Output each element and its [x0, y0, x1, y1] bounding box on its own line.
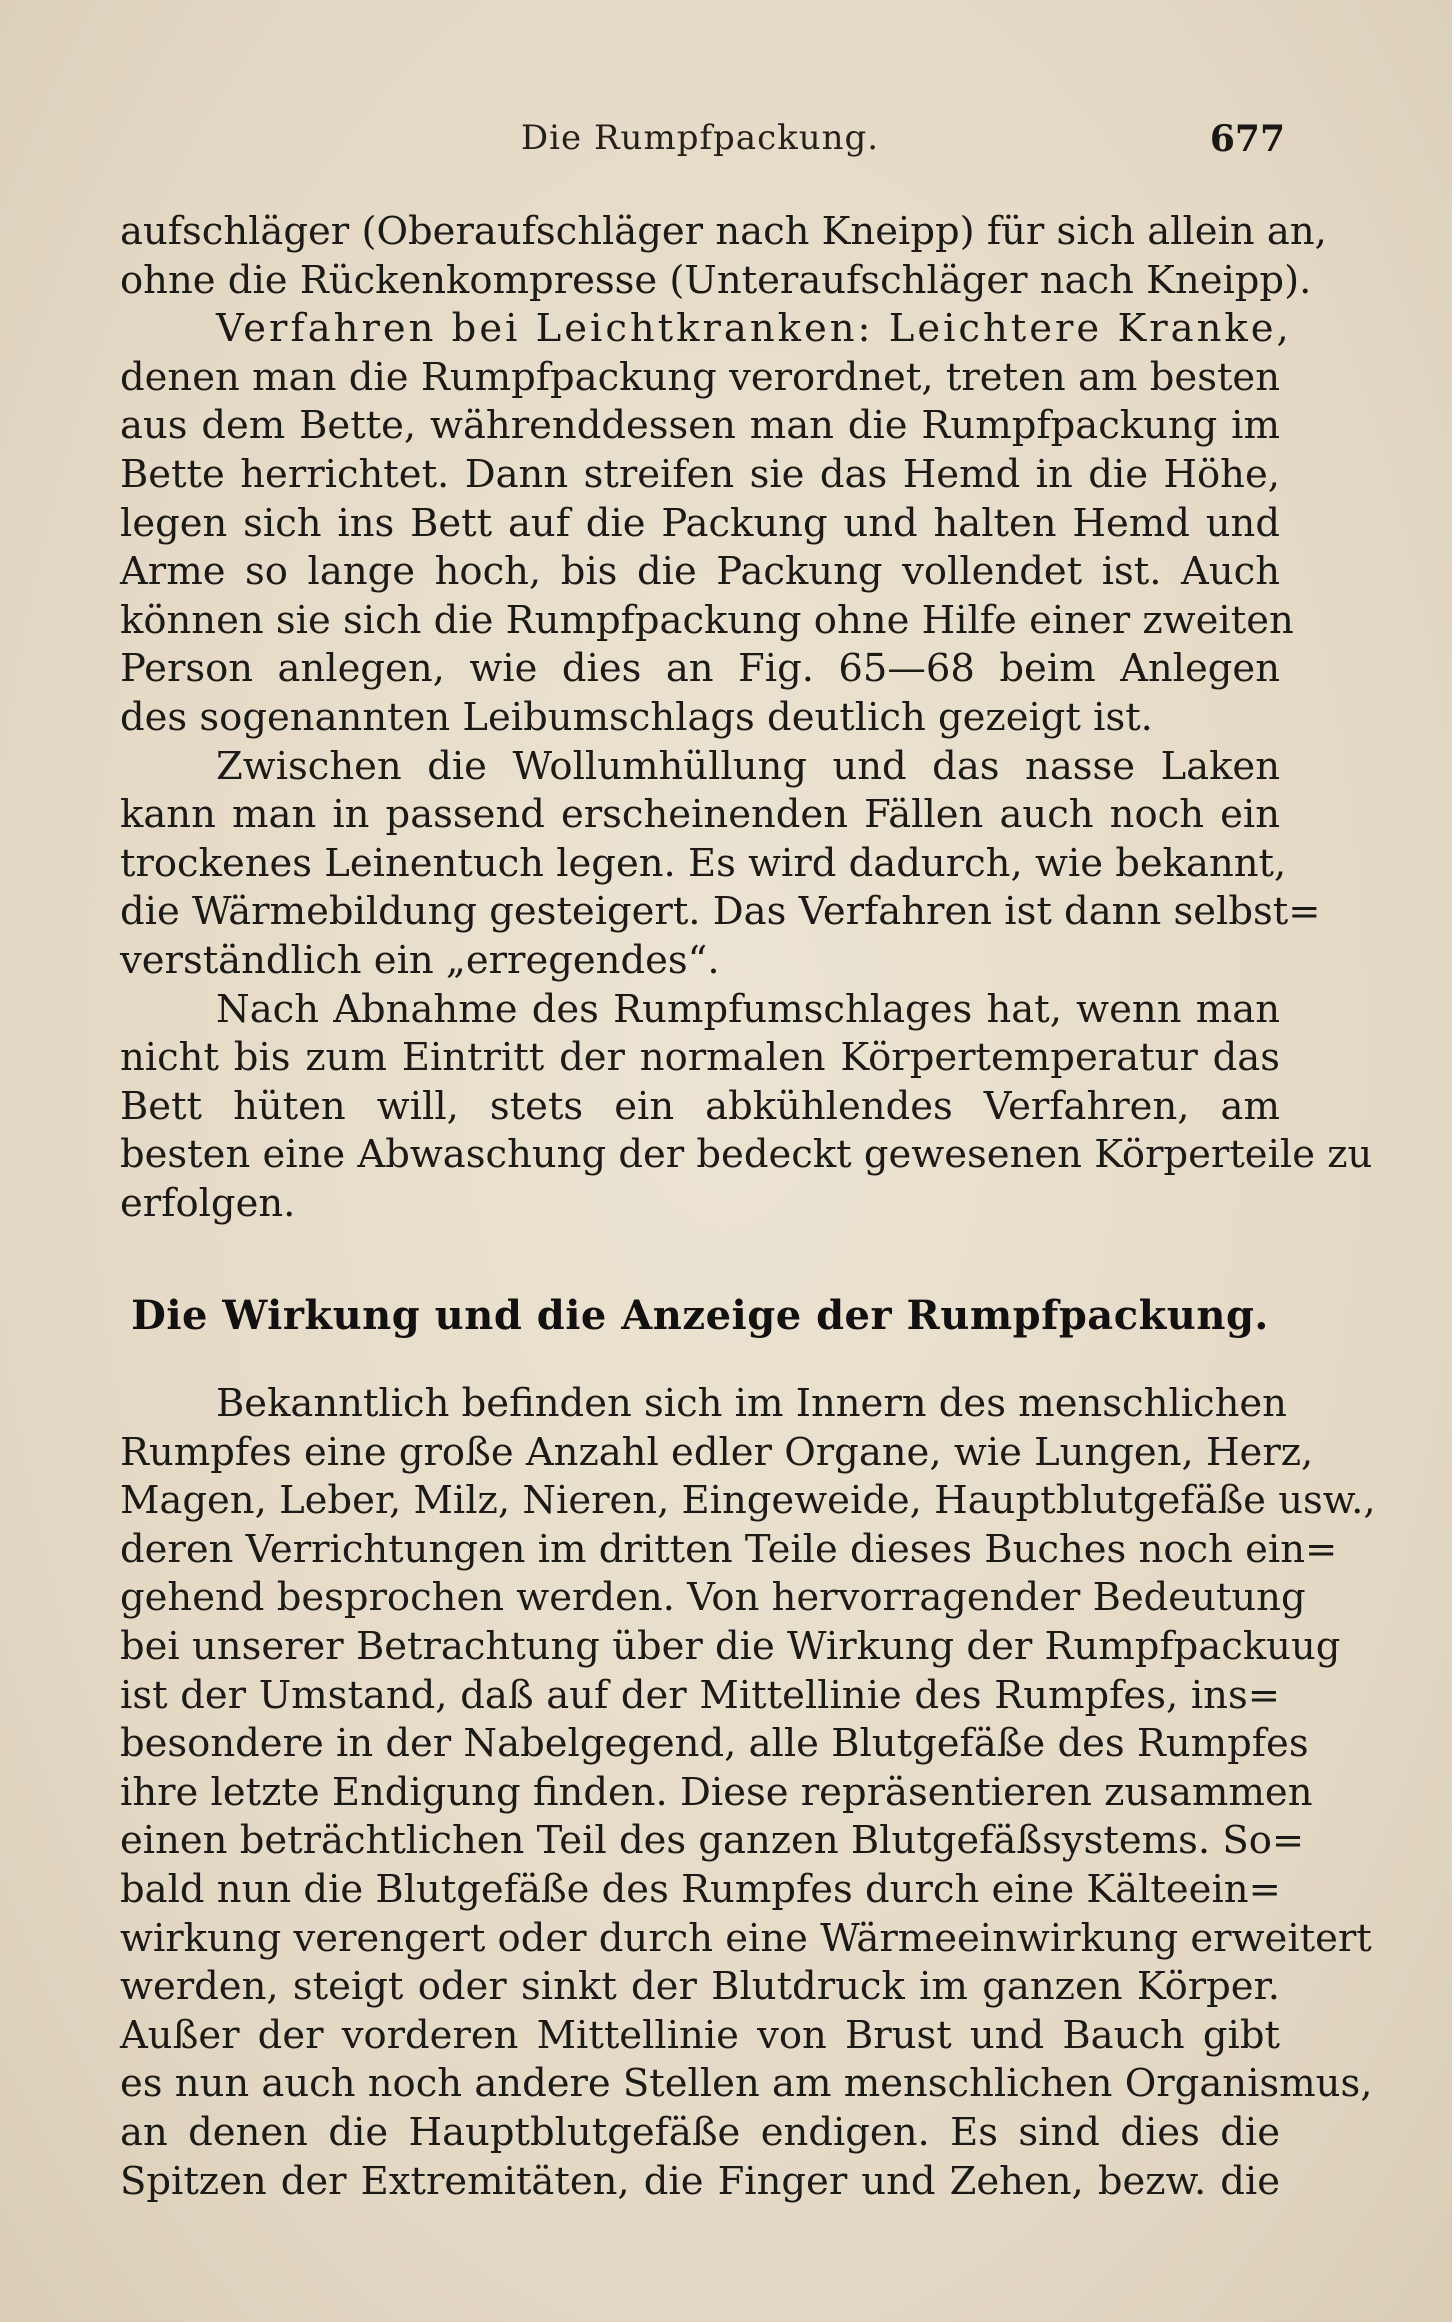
text-line: des sogenannten Leibumschlags deutlich gezeigt ist.: [120, 694, 1153, 740]
text-line: gehend besprochen werden. Von hervorragender Bedeutung: [120, 1575, 1306, 1621]
text-line: werden, steigt oder sinkt der Blutdruck im ganzen Körper.: [120, 1964, 1280, 2010]
text-line: Bett hüten will, stets ein abkühlendes Verfahren, am: [120, 1083, 1280, 1129]
text-line: erfolgen.: [120, 1180, 296, 1226]
text-line: kann man in passend erscheinenden Fällen auch noch ein: [120, 792, 1280, 838]
text-line: bei unserer Betrachtung über die Wirkung der Rumpfpackuug: [120, 1623, 1341, 1669]
text-line: einen beträchtlichen Teil des ganzen Blutgefäßsystems. So=: [120, 1818, 1305, 1864]
text-line: Nach Abnahme des Rumpfumschlages hat, wenn man: [216, 986, 1280, 1032]
paragraph-block-1: [120, 208, 1373, 1228]
text-line: Arme so lange hoch, bis die Packung vollendet ist. Auch: [120, 549, 1280, 595]
text-line: verständlich ein „erregendes“.: [120, 937, 720, 983]
text-line: nicht bis zum Eintritt der normalen Körpertemperatur das: [120, 1035, 1280, 1081]
text-line: an denen die Hauptblutgefäße endigen. Es sind dies die: [120, 2109, 1280, 2155]
section-heading: Die Wirkung und die Anzeige der Rumpfpackung.: [131, 1292, 1269, 1339]
text-line: Bette herrichtet. Dann streifen sie das Hemd in die Höhe,: [120, 451, 1280, 497]
text-line: wirkung verengert oder durch eine Wärmeeinwirkung erweitert: [120, 1915, 1372, 1961]
text-line: besten eine Abwaschung der bedeckt gewesenen Körperteile zu: [120, 1132, 1373, 1178]
text-line: Bekanntlich befinden sich im Innern des menschlichen: [216, 1381, 1287, 1426]
text-line: Zwischen die Wollumhüllung und das nasse Laken: [216, 743, 1280, 789]
text-line: Person anlegen, wie dies an Fig. 65—68 beim Anlegen: [120, 646, 1280, 692]
page-number: 677: [1209, 118, 1285, 160]
page-header: [120, 118, 1285, 168]
text-line: legen sich ins Bett auf die Packung und halten Hemd und: [120, 500, 1280, 546]
text-line: ist der Umstand, daß auf der Mittellinie des Rumpfes, ins=: [120, 1672, 1280, 1718]
text-line: Spitzen der Extremitäten, die Finger und Zehen, bezw. die: [120, 2158, 1280, 2204]
text-line: Verfahren bei Leichtkranken: Leichtere Kranke,: [216, 306, 1292, 352]
text-line: deren Verrichtungen im dritten Teile dieses Buches noch ein=: [120, 1526, 1338, 1572]
text-line: Außer der vorderen Mittellinie von Brust und Bauch gibt: [120, 2012, 1280, 2058]
text-line: aufschläger (Oberaufschläger nach Kneipp) für sich allein an,: [120, 209, 1327, 254]
running-head: Die Rumpfpackung.: [520, 118, 880, 158]
text-line: denen man die Rumpfpackung verordnet, treten am besten: [120, 354, 1280, 400]
text-line: trockenes Leinentuch legen. Es wird dadurch, wie bekannt,: [120, 840, 1287, 886]
paragraph-block-2: [120, 1380, 1376, 2206]
text-line: ohne die Rückenkompresse (Unteraufschläger nach Kneipp).: [120, 257, 1312, 303]
text-line: können sie sich die Rumpfpackung ohne Hilfe einer zweiten: [120, 597, 1294, 643]
text-line: Rumpfes eine große Anzahl edler Organe, wie Lungen, Herz,: [120, 1429, 1314, 1475]
text-line: es nun auch noch andere Stellen am menschlichen Organismus,: [120, 2061, 1373, 2107]
text-line: ihre letzte Endigung finden. Diese repräsentieren zusammen: [120, 1769, 1313, 1815]
text-line: die Wärmebildung gesteigert. Das Verfahren ist dann selbst=: [120, 889, 1321, 935]
text-line: Magen, Leber, Milz, Nieren, Eingeweide, Hauptblutgefäße usw.,: [120, 1478, 1376, 1524]
text-line: aus dem Bette, währenddessen man die Rumpfpackung im: [120, 403, 1280, 449]
text-line: besondere in der Nabelgegend, alle Blutgefäße des Rumpfes: [120, 1721, 1309, 1767]
text-line: bald nun die Blutgefäße des Rumpfes durch eine Kälteein=: [120, 1866, 1281, 1912]
